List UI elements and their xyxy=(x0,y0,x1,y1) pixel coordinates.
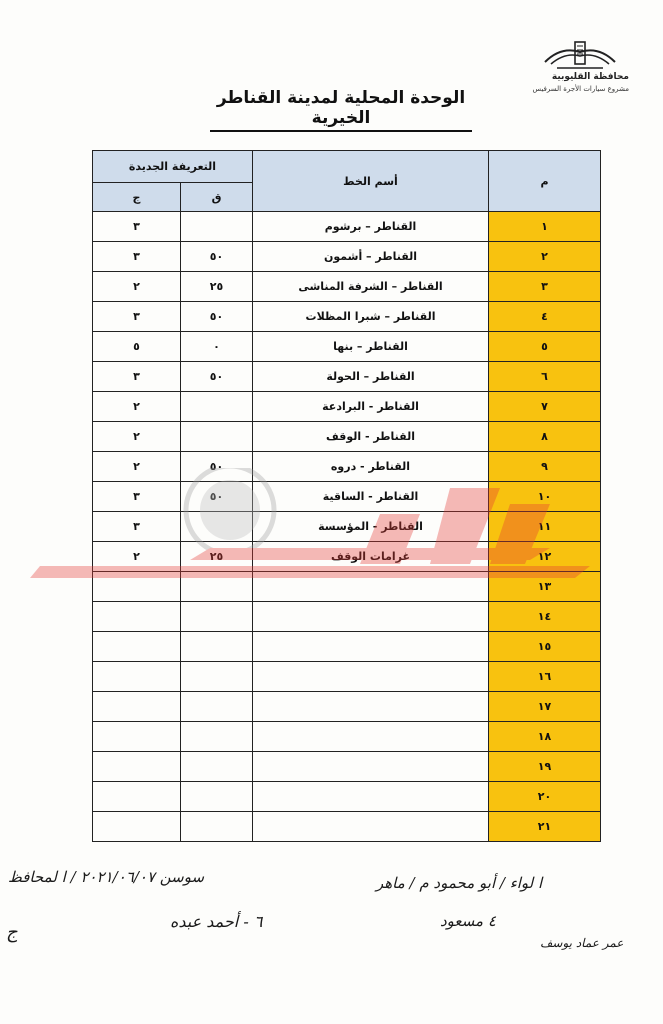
row-number: ٦ xyxy=(489,362,601,392)
line-name: القناطر - الوقف xyxy=(253,422,489,452)
table-row xyxy=(93,212,601,242)
fare-piaster xyxy=(181,602,253,632)
table-row xyxy=(93,782,601,812)
fare-piaster: ٥٠ xyxy=(181,482,253,512)
fare-piaster xyxy=(181,692,253,722)
row-number: ١٤ xyxy=(489,602,601,632)
fare-piaster xyxy=(181,422,253,452)
table-row xyxy=(93,362,601,392)
row-number: ١١ xyxy=(489,512,601,542)
table-row xyxy=(93,692,601,722)
fare-pound xyxy=(93,812,181,842)
fares-table xyxy=(92,150,601,842)
row-number: ٤ xyxy=(489,302,601,332)
table-row xyxy=(93,542,601,572)
line-name xyxy=(253,752,489,782)
row-number: ١٠ xyxy=(489,482,601,512)
row-number: ١٢ xyxy=(489,542,601,572)
governorate-logo xyxy=(525,40,637,98)
line-name xyxy=(253,692,489,722)
line-name: القناطر – برشوم xyxy=(253,212,489,242)
page-title: الوحدة المحلية لمدينة القناطر الخيرية xyxy=(210,88,472,132)
row-number: ١٩ xyxy=(489,752,601,782)
fare-pound: ٢ xyxy=(93,422,181,452)
signature-left-2: ٦ - أحمد عبده xyxy=(170,912,263,931)
line-name xyxy=(253,722,489,752)
row-number: ٨ xyxy=(489,422,601,452)
governorate-emblem-icon xyxy=(541,40,619,72)
line-name xyxy=(253,782,489,812)
fare-piaster: ٢٥ xyxy=(181,542,253,572)
header-number: م xyxy=(489,151,601,212)
fare-piaster: ٥٠ xyxy=(181,452,253,482)
table-row xyxy=(93,422,601,452)
fare-piaster xyxy=(181,722,253,752)
fare-pound: ٥ xyxy=(93,332,181,362)
fare-piaster xyxy=(181,752,253,782)
fare-pound: ٣ xyxy=(93,482,181,512)
fare-pound xyxy=(93,662,181,692)
table-row xyxy=(93,242,601,272)
table-row xyxy=(93,272,601,302)
fare-piaster xyxy=(181,392,253,422)
table-row xyxy=(93,302,601,332)
line-name xyxy=(253,572,489,602)
line-name: القناطر – أشمون xyxy=(253,242,489,272)
fare-pound: ٢ xyxy=(93,272,181,302)
table-row xyxy=(93,722,601,752)
fare-pound xyxy=(93,572,181,602)
row-number: ١٦ xyxy=(489,662,601,692)
signature-far-left: ج xyxy=(6,922,18,943)
table-row xyxy=(93,512,601,542)
row-number: ١٨ xyxy=(489,722,601,752)
line-name: القناطر - البرادعة xyxy=(253,392,489,422)
row-number: ٣ xyxy=(489,272,601,302)
line-name: القناطر - دروه xyxy=(253,452,489,482)
table-row xyxy=(93,602,601,632)
fare-piaster: ٠ xyxy=(181,332,253,362)
line-name xyxy=(253,662,489,692)
fare-pound: ٣ xyxy=(93,242,181,272)
table-row xyxy=(93,482,601,512)
fare-piaster xyxy=(181,632,253,662)
line-name: القناطر – الشرفة المناشى xyxy=(253,272,489,302)
line-name: القناطر – بنها xyxy=(253,332,489,362)
fare-pound: ٢ xyxy=(93,392,181,422)
fare-pound: ٢ xyxy=(93,542,181,572)
signature-left-1: سوسن ٢٠٢١/٠٦/٠٧ / ا لمحافظ xyxy=(8,868,205,886)
fare-piaster: ٥٠ xyxy=(181,302,253,332)
row-number: ٩ xyxy=(489,452,601,482)
line-name: غرامات الوقف xyxy=(253,542,489,572)
table-row xyxy=(93,452,601,482)
signature-right-1: ا لواء / أبو محمود م / ماهر xyxy=(376,874,543,892)
signature-right-2: ٤ مسعود xyxy=(440,912,496,930)
fare-piaster xyxy=(181,782,253,812)
table-row xyxy=(93,752,601,782)
signature-right-3: عمر عماد يوسف xyxy=(540,936,624,950)
row-number: ١ xyxy=(489,212,601,242)
header-pound: ج xyxy=(93,183,181,212)
fare-pound xyxy=(93,752,181,782)
header-piaster: ق xyxy=(181,183,253,212)
line-name xyxy=(253,602,489,632)
fare-piaster xyxy=(181,662,253,692)
row-number: ٢ xyxy=(489,242,601,272)
fare-piaster xyxy=(181,572,253,602)
fare-pound: ٢ xyxy=(93,452,181,482)
fare-piaster xyxy=(181,812,253,842)
fares-table-body xyxy=(93,212,601,842)
fare-pound: ٣ xyxy=(93,362,181,392)
line-name: القناطر - الساقية xyxy=(253,482,489,512)
line-name xyxy=(253,632,489,662)
table-row xyxy=(93,572,601,602)
table-row xyxy=(93,662,601,692)
table-row xyxy=(93,812,601,842)
logo-project-name: مشروع سيارات الأجرة السرفيس xyxy=(532,85,629,93)
fare-pound xyxy=(93,722,181,752)
logo-governorate-name: محافظة القليوبية xyxy=(551,72,629,82)
table-row xyxy=(93,392,601,422)
fare-pound: ٣ xyxy=(93,512,181,542)
line-name: القناطر – الحولة xyxy=(253,362,489,392)
row-number: ٢٠ xyxy=(489,782,601,812)
line-name xyxy=(253,812,489,842)
fare-pound xyxy=(93,632,181,662)
fare-pound xyxy=(93,782,181,812)
line-name: القناطر - المؤسسة xyxy=(253,512,489,542)
fare-pound xyxy=(93,692,181,722)
row-number: ١٥ xyxy=(489,632,601,662)
fare-pound xyxy=(93,602,181,632)
fare-piaster: ٥٠ xyxy=(181,242,253,272)
row-number: ٥ xyxy=(489,332,601,362)
table-row xyxy=(93,332,601,362)
fare-pound: ٣ xyxy=(93,212,181,242)
row-number: ١٣ xyxy=(489,572,601,602)
header-new-fare: التعريفة الجديدة xyxy=(93,151,253,183)
fare-pound: ٣ xyxy=(93,302,181,332)
fare-piaster xyxy=(181,212,253,242)
row-number: ١٧ xyxy=(489,692,601,722)
fare-piaster: ٢٥ xyxy=(181,272,253,302)
line-name: القناطر – شبرا المظلات xyxy=(253,302,489,332)
fare-piaster xyxy=(181,512,253,542)
row-number: ٧ xyxy=(489,392,601,422)
table-row xyxy=(93,632,601,662)
row-number: ٢١ xyxy=(489,812,601,842)
fare-piaster: ٥٠ xyxy=(181,362,253,392)
header-line-name: أسم الخط xyxy=(253,151,489,212)
